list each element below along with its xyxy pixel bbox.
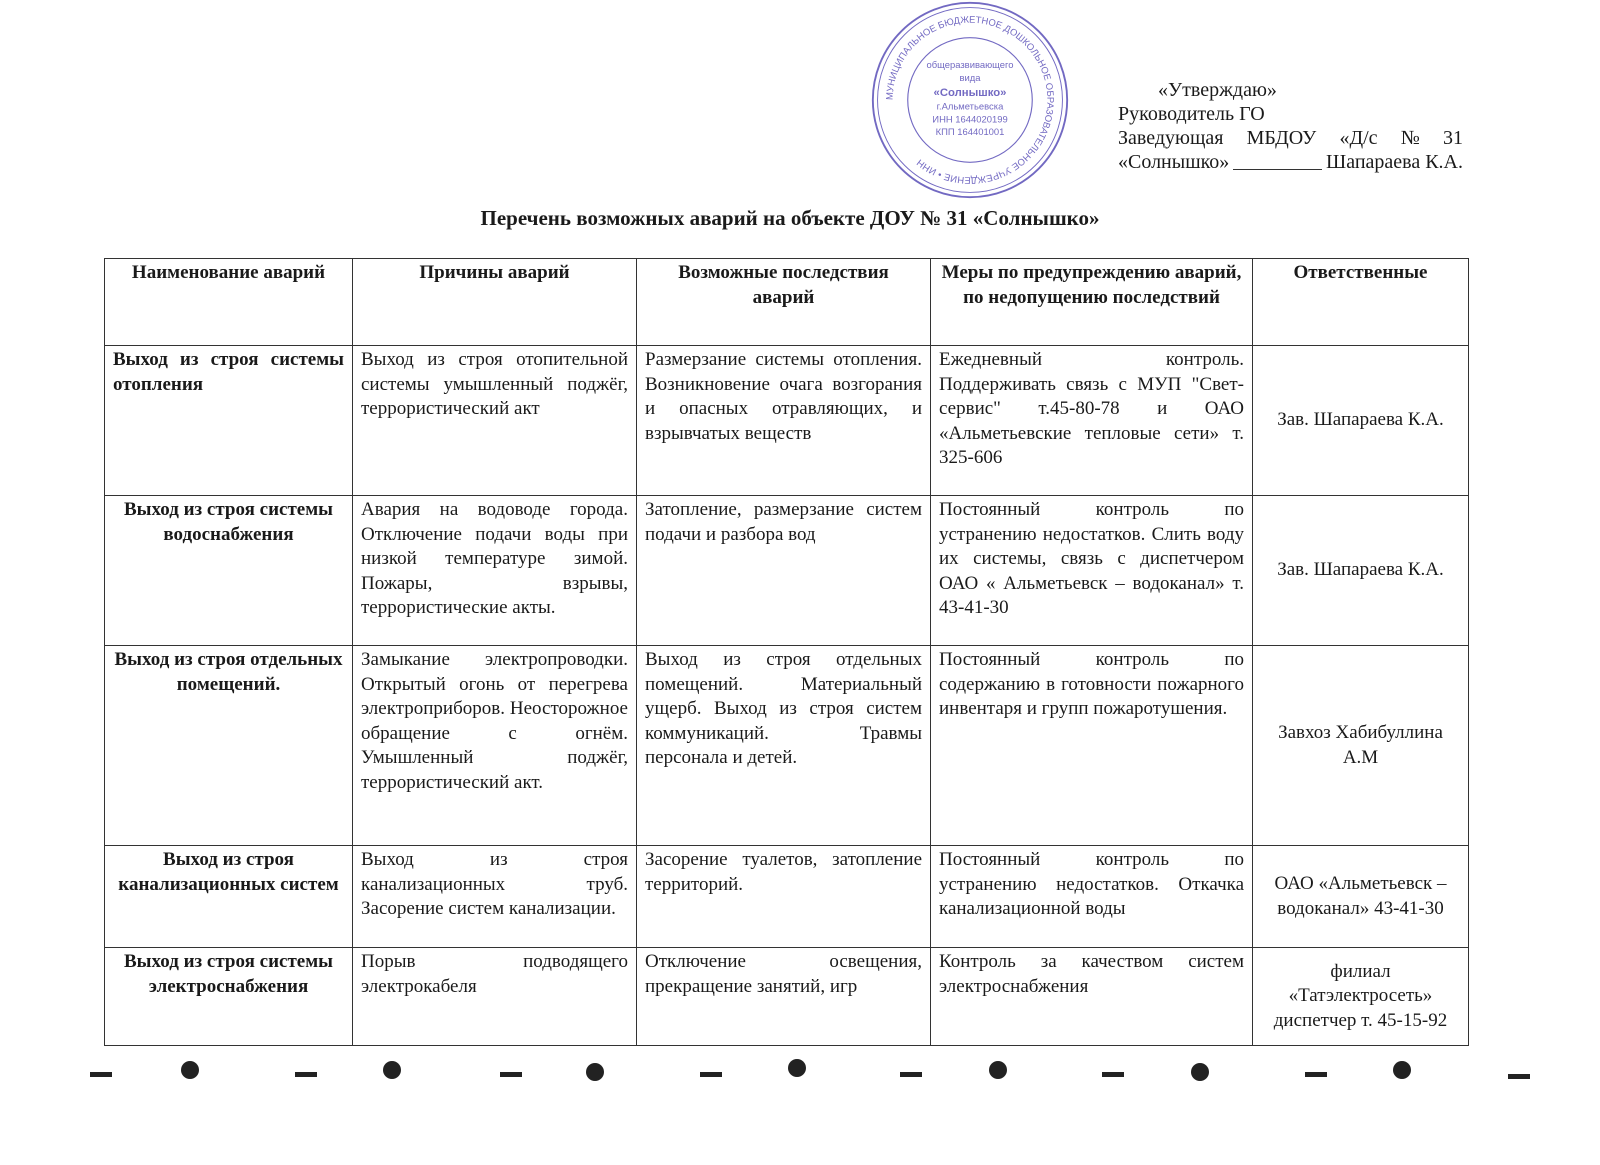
accident-consequences: Размерзание системы отопления. Возникновение очага возгорания и опасных отравляющих, и взрывчатых веществ bbox=[637, 346, 931, 496]
table-row bbox=[105, 496, 1469, 646]
column-header: Ответственные bbox=[1253, 259, 1469, 346]
accident-name: Выход из строя канализационных систем bbox=[105, 846, 353, 948]
svg-text:общеразвивающего: общеразвивающего bbox=[926, 58, 1014, 70]
approval-word: Заведующая bbox=[1118, 127, 1224, 149]
accident-responsible: Завхоз Хабибуллина А.М bbox=[1253, 646, 1469, 846]
approval-word: «Д/с bbox=[1339, 127, 1378, 149]
signature-line bbox=[1233, 150, 1322, 170]
accident-responsible: ОАО «Альметьевск – водоканал» 43-41-30 bbox=[1253, 846, 1469, 948]
table-header-row bbox=[105, 259, 1469, 346]
svg-text:«Солнышко»: «Солнышко» bbox=[933, 87, 1007, 100]
accident-causes: Выход из строя канализационных труб. Засорение систем канализации. bbox=[353, 846, 637, 948]
page-title: Перечень возможных аварий на объекте ДОУ № 31 «Солнышко» bbox=[480, 206, 1100, 230]
accident-measures: Постоянный контроль по устранению недостатков. Откачка канализационной воды bbox=[931, 846, 1253, 948]
accident-name: Выход из строя системы электроснабжения bbox=[105, 948, 353, 1046]
approval-line: «Утверждаю» bbox=[1158, 79, 1277, 101]
accident-responsible: филиал «Татэлектросеть» диспетчер т. 45-15-92 bbox=[1253, 948, 1469, 1046]
table-row bbox=[105, 846, 1469, 948]
accident-name: Выход из строя системы отопления bbox=[105, 346, 353, 496]
accident-name: Выход из строя отдельных помещений. bbox=[105, 646, 353, 846]
accident-consequences: Затопление, размерзание систем подачи и разбора вод bbox=[637, 496, 931, 646]
accident-responsible: Зав. Шапараева К.А. bbox=[1253, 496, 1469, 646]
accident-measures: Постоянный контроль по устранению недостатков. Слить воду их системы, связь с диспетчером ОАО « Альметьевск – водоканал» т. 43-41-30 bbox=[931, 496, 1253, 646]
svg-text:г.Альметьевска: г.Альметьевска bbox=[936, 100, 1004, 112]
accident-measures: Постоянный контроль по содержанию в готовности пожарного инвентаря и групп пожаротушения. bbox=[931, 646, 1253, 846]
accident-name: Выход из строя системы водоснабжения bbox=[105, 496, 353, 646]
svg-text:ИНН 1644020199: ИНН 1644020199 bbox=[932, 113, 1008, 125]
table-row bbox=[105, 346, 1469, 496]
svg-text:вида: вида bbox=[959, 72, 981, 84]
accident-causes: Порыв подводящего электрокабеля bbox=[353, 948, 637, 1046]
approval-word: 31 bbox=[1443, 127, 1463, 149]
accident-causes: Выход из строя отопительной системы умышленный поджёг, террористический акт bbox=[353, 346, 637, 496]
accident-causes: Замыкание электропроводки. Открытый огонь от перегрева электроприборов. Неосторожное обращение с огнём. Умышленный поджёг, террористический акт. bbox=[353, 646, 637, 846]
column-header: Наименование аварий bbox=[105, 259, 353, 346]
scan-artifacts bbox=[90, 1050, 1540, 1100]
accident-causes: Авария на водоводе города. Отключение подачи воды при низкой температуре зимой. Пожары, взрывы, террористические акты. bbox=[353, 496, 637, 646]
approval-line: Руководитель ГО bbox=[1118, 103, 1265, 125]
approval-line bbox=[1118, 126, 1463, 150]
approval-word: Шапараева К.А. bbox=[1326, 151, 1463, 173]
approval-word: «Солнышко» bbox=[1118, 151, 1230, 173]
svg-text:МУНИЦИПАЛЬНОЕ БЮДЖЕТНОЕ ДОШКОЛ: МУНИЦИПАЛЬНОЕ БЮДЖЕТНОЕ ДОШКОЛЬНОЕ ОБРАЗОВАТЕЛЬНОЕ УЧРЕЖДЕНИЕ • ИНН bbox=[883, 13, 1057, 187]
column-header: Возможные последствия аварий bbox=[637, 259, 931, 346]
approval-word: МБДОУ bbox=[1246, 127, 1317, 149]
column-header: Причины аварий bbox=[353, 259, 637, 346]
accident-measures: Ежедневный контроль. Поддерживать связь с МУП "Свет-сервис" т.45-80-78 и ОАО «Альметьевские тепловые сети» т. 325-606 bbox=[931, 346, 1253, 496]
official-stamp bbox=[870, 0, 1070, 200]
table-row bbox=[105, 646, 1469, 846]
approval-word: № bbox=[1400, 127, 1420, 149]
approval-block bbox=[1118, 78, 1463, 174]
accident-responsible: Зав. Шапараева К.А. bbox=[1253, 346, 1469, 496]
svg-text:КПП 164401001: КПП 164401001 bbox=[935, 125, 1005, 137]
accident-consequences: Отключение освещения, прекращение занятий, игр bbox=[637, 948, 931, 1046]
accident-consequences: Выход из строя отдельных помещений. Материальный ущерб. Выход из строя систем коммуникаций. Травмы персонала и детей. bbox=[637, 646, 931, 846]
accident-measures: Контроль за качеством систем электроснабжения bbox=[931, 948, 1253, 1046]
column-header: Меры по предупреждению аварий, по недопущению последствий bbox=[931, 259, 1253, 346]
accident-consequences: Засорение туалетов, затопление территорий. bbox=[637, 846, 931, 948]
table-row bbox=[105, 948, 1469, 1046]
approval-line bbox=[1118, 150, 1463, 174]
accidents-table bbox=[104, 258, 1469, 1046]
